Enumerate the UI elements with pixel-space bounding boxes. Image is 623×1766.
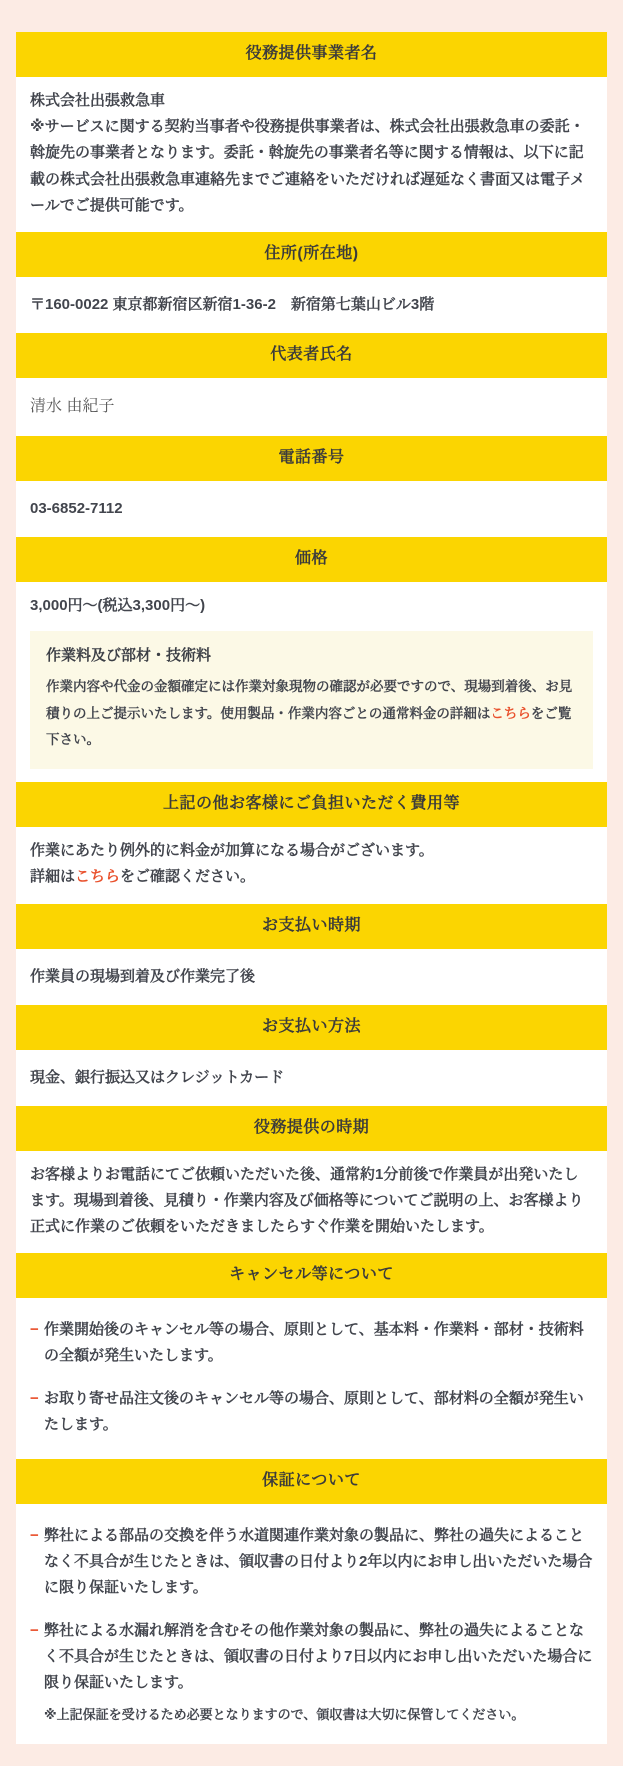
section-header-warranty: 保証について [16,1459,607,1504]
section-body-cancellation [16,1298,607,1459]
warranty-item-text: 弊社による水漏れ解消を含むその他作業対象の製品に、弊社の過失によることなく不具合が生じたときは、領収書の日付より7日以内にお申し出いただいた場合に限り保証いたします。 [44,1621,593,1692]
cancellation-item-text: 作業開始後のキャンセル等の場合、原則として、基本料・作業料・部材・技術料の全額が発生いたします。 [44,1321,584,1365]
warranty-receipt-note: ※上記保証を受けるため必要となりますので、領収書は大切に保管してください。 [44,1707,525,1723]
section-header-phone: 電話番号 [16,436,607,481]
section-body-provider [16,77,607,232]
provider-note: ※サービスに関する契約当事者や役務提供事業者は、株式会社出張救急車の委託・斡旋先の事業者となります。委託・斡旋先の事業者名等に関する情報は、以下に記載の株式会社出張救急車連絡先までご連絡をいただければ遅延なく書面又は電子メールでご提供可能です。 [30,118,586,214]
section-header-cancellation: キャンセル等について [16,1253,607,1298]
section-body-payment-method [16,1050,607,1106]
cancellation-list [30,1309,593,1438]
price-note-text-post: をご覧下さい。 [46,705,572,748]
section-header-service-time: 役務提供の時期 [16,1106,607,1151]
price-note-title: 作業料及び部材・技術料 [46,646,212,664]
section-header-provider: 役務提供事業者名 [16,32,607,77]
section-body-extra-costs [16,827,607,904]
price-value: 3,000円〜(税込3,300円〜) [30,596,206,614]
payment-time-value: 作業員の現場到着及び作業完了後 [30,967,256,985]
payment-method-value: 現金、銀行振込又はクレジットカード [30,1068,285,1086]
price-note-text [46,674,577,753]
dash-bullet-icon: − [30,1389,39,1407]
extra-costs-line1: 作業にあたり例外的に料金が加算になる場合がございます。 [30,842,434,860]
section-header-payment-time: お支払い時期 [16,904,607,949]
dash-bullet-icon: − [30,1526,39,1544]
section-header-price: 価格 [16,537,607,582]
section-header-extra-costs: 上記の他お客様にご負担いただく費用等 [16,782,607,827]
section-body-address [16,277,607,333]
phone-number: 03-6852-7112 [30,499,123,517]
extra-costs-line2-pre: 詳細は [30,868,76,886]
warranty-item-text: 弊社による部品の交換を伴う水道関連作業対象の製品に、弊社の過失によることなく不具合が生じたときは、領収書の日付より2年以内にお申し出いただいた場合に限り保証いたします。 [44,1526,593,1597]
extra-costs-detail-link[interactable]: こちら [75,868,121,886]
representative-name: 清水 由紀子 [30,397,115,415]
price-detail-link[interactable]: こちら [490,705,531,721]
section-header-payment-method: お支払い方法 [16,1005,607,1050]
section-body-representative [16,378,607,436]
section-body-price [16,582,607,783]
extra-costs-line2-post: をご確認ください。 [120,868,256,886]
section-body-phone [16,481,607,537]
price-note-text-pre: 作業内容や代金の金額確定には作業対象現物の確認が必要ですので、現場到着後、お見積りの上ご提示いたします。使用製品・作業内容ごとの通常料金の詳細は [46,679,573,721]
list-item [30,1618,593,1697]
section-header-representative: 代表者氏名 [16,333,607,378]
list-item [30,1317,593,1370]
list-item [30,1523,593,1602]
provider-company-name: 株式会社出張救急車 [30,91,166,109]
dash-bullet-icon: − [30,1321,39,1339]
address-value: 〒160-0022 東京都新宿区新宿1-36-2 新宿第七葉山ビル3階 [30,295,435,313]
price-note-box [30,631,593,769]
section-body-payment-time [16,949,607,1005]
section-header-address: 住所(所在地) [16,232,607,277]
section-body-warranty [16,1504,607,1744]
extra-costs-line2 [30,864,593,890]
dash-bullet-icon: − [30,1621,39,1639]
service-time-value: お客様よりお電話にてご依頼いただいた後、通常約1分前後で作業員が出発いたします。現場到着後、見積り・作業内容及び価格等についてご説明の上、お客様より正式に作業のご依頼をいただきましたらすぐ作業を開始いたします。 [30,1165,584,1236]
list-item [30,1386,593,1439]
warranty-list [30,1515,593,1697]
service-disclosure-card [16,32,607,1744]
cancellation-item-text: お取り寄せ品注文後のキャンセル等の場合、原則として、部材料の全額が発生いたします。 [44,1389,584,1433]
section-body-service-time [16,1151,607,1254]
